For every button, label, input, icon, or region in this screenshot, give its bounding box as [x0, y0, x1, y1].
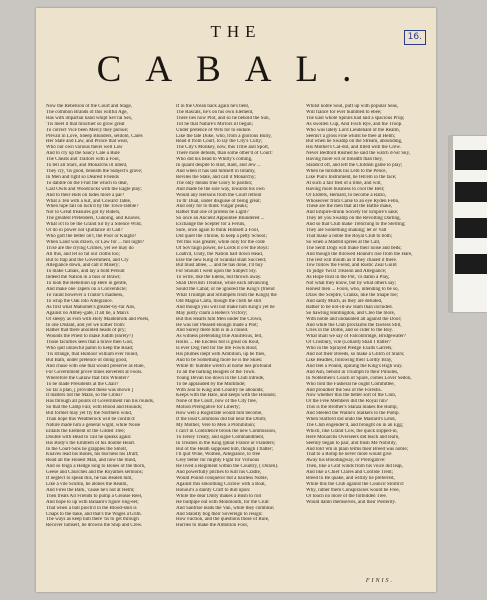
verse-line: Whoseover from Carse to an eye Ryden Fello, [306, 198, 400, 204]
verse-line: In one Distant, and yet we Either from: [46, 322, 126, 328]
verse-line: So when a Madrid sprees at the Call, [306, 239, 381, 245]
verse-line: And Fires the Bark, 'cause he's not at Helm; [46, 487, 135, 493]
verse-line: Nor to Great treasures got by Riders, [46, 210, 121, 216]
verse-line: The City's Monkey, now, this Tribe and Sport, [176, 145, 270, 151]
verse-line: The rest will mouth as if they chased it there. [306, 257, 398, 263]
verse-line: Has through all points of Government run his rounds, [46, 399, 155, 405]
verse-line: So far a plan, [ provided these was shown ] [46, 387, 134, 393]
verse-line: Against this smoothing Coxtow with a Boat, [176, 482, 266, 487]
verse-line: Against no Abbey-gate, if all be, a Man's [46, 310, 129, 316]
verse-line: Of Sov'raign power, he Lords it o'er the Boys: [176, 245, 269, 251]
verse-line: To make Cabals, and lay a bold Persuit [46, 269, 125, 275]
verse-line: In Noblemen's Coach of Spare, comes Lover Sedon, [306, 375, 412, 381]
verse-line: And though the throwed Hound's rise from the Hare, [306, 251, 413, 257]
text-column-3 [306, 104, 428, 578]
title-kicker: THE [210, 22, 262, 41]
verse-line: Exchange the Scepter for a Feruls, [176, 222, 246, 228]
verse-line: So once an Ancient Appointee Blundered ... [176, 216, 265, 222]
verse-line: 'Tis meet it that mischief so grow great [46, 121, 125, 127]
verse-line: What a Ten with a Kit, and Coward Table, [46, 198, 132, 204]
verse-line: Nature made him a general wight, while Noise [46, 422, 141, 428]
verse-line: But of the Heath supposed him, though I flatter; [176, 446, 273, 452]
verse-line: Knaves lead his Bones, his bus'ness his Draft; [46, 452, 139, 458]
verse-line: Why, rather them Conspiracies would be Free, [306, 487, 400, 493]
verse-line: But must ablee, ... and be has done, I'll buy [176, 263, 263, 269]
verse-line: The Sentl Dogs will make their noise and beds; [306, 245, 402, 251]
verse-line: Keeps with the Hare, and keeps with the Hounds; [176, 393, 276, 399]
verse-line: While th' humble wretch at home lies profound [176, 363, 272, 369]
verse-line: The Cheats and Traitors with a Fool, [46, 157, 120, 163]
verse-line: And hope to up with Balaam's figure ring-eel; [46, 499, 139, 505]
verse-line: He bullpipe out with Monmouth, for the Club: [176, 499, 270, 505]
verse-line: The Rascals, he's on his own Element, [176, 109, 254, 115]
verse-line: Till he that Nature's Mirrors ill begun; [176, 121, 253, 127]
document-page [36, 8, 436, 592]
verse-line: To all the barking Beagles of the Town. [176, 369, 256, 375]
verse-line: Like Beadles, following their Lordly Bray, [306, 357, 393, 363]
verse-line: Cries in the Dome, and so cider to the Boy. [306, 328, 393, 334]
verse-line: Away his Bloodingway, or Prerogative: [306, 458, 386, 464]
verse-line: To Jersey Treaty, and signe Commandment, [176, 434, 265, 440]
verse-line: But when he Swamp on the Stream, abounding, [306, 139, 403, 145]
verse-line: Which, like Grand Cow, the quick slipped-in, [306, 428, 398, 434]
verse-line: Here Monarchs Overseers did teach and learn, [306, 434, 400, 440]
verse-line: Else the new King of Scandal shall Succeed; [176, 257, 267, 263]
verse-line: Never Bedford Rushed he said the watch d-Sir Sky, [306, 151, 411, 157]
verse-line: To look the Rebellion up Here in gentle, [46, 281, 128, 287]
verse-line: At such a fair fled of a time, and will, [306, 180, 382, 186]
verse-line: Who fold the Fasheral he ought Committee, [306, 381, 395, 387]
finis-label: FINIS. [365, 578, 394, 584]
verse-line: Whilst noble Soul, puft up with popular Seas, [306, 104, 399, 109]
verse-line: When Land was drawn, or Law for ... full night? [46, 239, 144, 245]
verse-line: Wherefore the Gallaw that fills Whinter? [46, 375, 129, 381]
scale-bar [449, 136, 487, 312]
verse-line: He lived a Regiment within the Country, ( Dozen). [176, 464, 279, 470]
verse-line: And make one Tapers on a Conventicle; [46, 287, 127, 293]
verse-line: Would damn themselves, and their Posterity. [306, 499, 396, 505]
verse-line: For Should I went upon the Subject Sly. [176, 269, 257, 275]
verse-line: Under pretence of Wits for to endure. [176, 127, 252, 133]
verse-line: Her State and Law, and Prince that wear, [46, 139, 129, 145]
verse-line: And Standly bog their Sovereign to resign: [176, 511, 263, 517]
verse-line: As witness pretending true Anuflexus, fell, [176, 334, 263, 340]
verse-line: Honest men ... Fools, who, intending to be so, [306, 287, 399, 293]
verse-line: The common Brands of this willful Age, [46, 109, 128, 115]
verse-line: What is't to be the Grand Sir by a Silence Wild, [46, 222, 142, 228]
scale-bar-edge [449, 136, 453, 312]
verse-line: And to cry up the Saucy Cale a Rule [46, 151, 120, 157]
verse-line: In Treaties in the King (phial France or Flanders; [176, 440, 275, 446]
verse-line: Hurries to make the Ambition Fool, [176, 523, 249, 529]
verse-line: Or do in power not Quittance ill Call? [46, 228, 123, 234]
verse-line: His Body's the Emblem of his double Heart. [46, 440, 136, 446]
verse-line: How Faction, and the questions those of Rule, [176, 517, 270, 523]
verse-line: And Steeled the Wallie's Stalkers to the Pump. [306, 411, 400, 417]
verse-line: And Empire-drunk Society for Empire's sake; [306, 210, 399, 216]
verse-line: May justly claim a Rebel's Victory; [176, 310, 248, 316]
verse-line: Did quiet the Throne, to keep a petty School; [176, 233, 267, 239]
verse-line: But to flap and the Government, and Cry [46, 257, 129, 263]
scale-bar-segment [455, 150, 487, 170]
verse-line: To dabble on the Fruit the which to dear, [46, 180, 128, 186]
verse-line: And to their ends on lodes more a par? [46, 192, 125, 198]
verse-line: Who quit unlawful pamn to keep the Road; [46, 346, 134, 352]
verse-line: Then treats All Friends to pump a Greasie Reel, [46, 493, 143, 499]
scale-bar-segment [455, 254, 487, 274]
verse-line: Having more business to cool the Bell; [306, 186, 385, 192]
verse-line: The East whole Spirals had laid a spacious Prop; [306, 115, 405, 121]
verse-line: While the dear Dinty makes a Bush to roll [176, 493, 262, 499]
verse-line: To be applauded by the Multitude; [176, 381, 246, 387]
verse-line: Prevail in Love, Sheep Blunders, seldom, Cares [46, 133, 143, 139]
verse-line: Who in the Sprayed Pledge Exalts Garrets, [306, 346, 393, 352]
verse-line: What shall we say of Falconbridge, Bridgewater? [306, 334, 406, 340]
verse-line: Or Crosbury, vile (Lollard) Shall I flatter? [306, 340, 391, 346]
verse-line: Having more wit or breadth than they, [306, 157, 383, 163]
verse-line: Read it from Court, to lay the City's Cully; [176, 139, 263, 145]
verse-line: But former may yet fly the Northern wind, [46, 411, 133, 417]
verse-line: Will fiancé for ever humbled to ebee; [306, 109, 382, 115]
verse-line: And only for to think Vulgar peaks; [176, 204, 248, 210]
verse-line: In quaint despite to Riot, Rant, and Jew ... [176, 163, 261, 169]
verse-line: Like the late Duke, who, from a glorious Bully, [176, 133, 272, 139]
verse-line: Double with Head to Tail he speaks again: [46, 434, 132, 440]
verse-line: To th' Dual, under disguise of being great; [176, 198, 261, 204]
verse-line: Who did his head to Whitty's coming, [176, 157, 253, 163]
verse-line: My Mother, Vere to Men a Prohibition; [176, 422, 256, 428]
verse-line: Hollis ... He Encless but is great on Rout, [176, 340, 260, 346]
verse-line: To whip the Oak into Allegiance. [46, 298, 113, 304]
verse-line: They are Something shaking; let or Vall [306, 228, 387, 234]
verse-line: Or touch no more of the forbidden Tree. [306, 493, 388, 499]
verse-line: And though you will not make him King's yet he [176, 304, 275, 310]
verse-line: And so that Club make Trenching to the Sterling; [306, 222, 406, 228]
verse-line: There more defeats, than some other'd of Court: [176, 151, 273, 157]
verse-line: Who gott the better on't, the Poor or Knight? [46, 233, 137, 239]
verse-line: With zeal to King and Country he abounds; [176, 387, 264, 393]
verse-line: And proudlier the Sea of the Forestis. [306, 387, 382, 393]
verse-line: Yet this was greater, while only for the code [176, 239, 265, 245]
verse-line: This is the Brother's Stanza makes the Rump, [306, 405, 398, 411]
verse-line: Rather that one of profess be Light? [176, 210, 249, 216]
verse-line: None of the Court, now of the City free, [176, 399, 258, 405]
verse-line: Loath'd, Undy, the Nation half down Head, [176, 251, 264, 257]
verse-line: Has with impartial hand whipt Sev'ral Sex, [46, 115, 133, 121]
verse-line: And Ash, behold in Triumph to their Pinioles, [306, 369, 399, 375]
shelfmark-label: 16. [404, 30, 426, 45]
verse-line: Allegiance down, and call it Misery; [46, 263, 120, 269]
verse-line: Now the Rebellion of the Court and Stage, [46, 104, 133, 109]
verse-line: Than hope this Weatherock will be confin'd: [46, 417, 136, 423]
verse-line: If neglect to speak this, he has Beaten him, [46, 476, 133, 482]
verse-line: Th'se are the crying Crimes, yet we may do [46, 245, 134, 251]
verse-line: They cry, 'tis good, beneath the Subject's grave; [46, 168, 143, 174]
verse-line: To be made Presidents at the Chair? [46, 381, 119, 387]
scale-bar-segment [455, 218, 487, 238]
verse-line: In the Court-Sins he grapples the Smolt, [46, 446, 128, 452]
verse-line: And not their Breeds, so make a Glitch of Stairs; [306, 352, 405, 358]
verse-line: Tow follow the Fiend, and Rustic Zeal Guild [306, 263, 397, 269]
verse-line: Stands'd off, and left the Childish game to play; [306, 163, 403, 169]
scale-bar-segment [455, 182, 487, 202]
verse-line: Is ever Dog fied for the life Fowls Rout; [176, 346, 258, 352]
verse-line: Cast Owls and Woodcocks with the Eagle play; [46, 186, 142, 192]
verse-line: Indeed the Nation in a fuss or Brawl; [46, 275, 121, 281]
verse-line: How well a Rogistrate would him become, [176, 411, 263, 417]
verse-line: And told 'em in plain terms their Breed was noble; [306, 446, 408, 452]
verse-line: So that the Camp Fair, with Blood and Hounds; [46, 405, 143, 411]
verse-line: Reviles the State, and call it Monarchy; [176, 174, 256, 180]
verse-line: Recover himself, he drowns the Ship and Crew. [46, 523, 143, 529]
verse-line: Or the Free Members did the Royal rub? [306, 399, 388, 405]
verse-line: Grey better for mighty Fight for Virtuous [176, 458, 260, 464]
verse-line: And while the Club proclaims the fawless Stilt, [306, 322, 402, 328]
verse-line: That to a Romp he never more would give [306, 452, 392, 458]
verse-line: Entails the Element of the Gilded Tree; [46, 428, 126, 434]
verse-line: For Government prove times Reverent at Fools. [46, 369, 143, 375]
verse-line: Wounds the Priest to make Judith (snrely?) [46, 334, 133, 340]
verse-line: Or Eldrets, Hemard, to become a Ratio, [306, 192, 387, 198]
verse-line: Sure, once again to think Himself a Fool, [176, 228, 260, 234]
verse-line: That when a ball pinch'd in the Blood-shin is [46, 505, 137, 511]
verse-line: As Hope trust in the Pot, 'cs damn a Play, [306, 275, 390, 281]
page-title: CABAL. [96, 49, 376, 90]
verse-line: Would Pound conqueror but a hairless Noble, [176, 476, 268, 482]
verse-line: If the loud Commons did but hear the Drum; [176, 417, 267, 423]
verse-line: I can't in Confidence brook the new Commission, [176, 428, 277, 434]
verse-line: The ways as keep him there 'tis to get through [46, 517, 139, 523]
text-column-1 [46, 104, 168, 578]
verse-line: Seems't a gross Fine whilst he thee at Helm; [306, 133, 396, 139]
verse-line: When Stafford did undo the Mastard's Lend, [306, 417, 396, 423]
verse-line: And sadly Much, as they are deluded, [306, 298, 383, 304]
verse-line: And chuse with one that would preserve as Rule, [46, 363, 145, 369]
verse-line: And powerfully pitches to Kilt his Cradle, [176, 470, 262, 476]
verse-line: Chaps to the bake, and that's the Wages a'Grim. [46, 511, 142, 517]
verse-line: Honour's a dainty Craft to dull upon: [176, 487, 251, 493]
verse-line: To tell all Stars, and Monarchs ill intent, [46, 163, 128, 169]
verse-line: And Surely there him is in a closed. [176, 328, 249, 334]
verse-line: To correct Vice been Mercy they pursue; [46, 127, 129, 133]
verse-line: And Sanfrise leads the Van, while they combine; [176, 505, 275, 511]
verse-line: All this, and let so fat our cloths too; [46, 251, 120, 257]
verse-line: Who our own various theirs well Law [46, 145, 123, 151]
verse-line: With noble and undaunted all against the Door; [306, 316, 402, 322]
verse-line: Geese and Churches and the Royalties sermons; [46, 470, 143, 476]
verse-line: The only means true Glory to pardon; [176, 180, 253, 186]
verse-line: Who was lately Lord Lieutenant of the Realm, [306, 127, 400, 133]
text-columns [46, 104, 428, 578]
verse-line: Those faculties seen that a brave then God, [46, 340, 133, 346]
verse-line: But Bath, under pretence of doing good, [46, 357, 128, 363]
verse-line: Now whether this the better sort of the Club, [306, 393, 397, 399]
verse-line: The Club engender'd, and brought on in an Egg; [306, 422, 404, 428]
verse-line: What Triumph and Strumpets from the Kings) the [176, 293, 277, 298]
verse-line: I'll quit Wine, Women, Allegiance, to free [176, 452, 261, 458]
verse-line: So hawling Huntingdon, and Cleo the more, [306, 310, 396, 316]
verse-line: These are the men that all the Battle make, [306, 204, 393, 210]
verse-line: It matters not the Maze, so the Cibns? [46, 393, 123, 399]
verse-line: There lies now Plot, and so he behold the Sun, [176, 115, 270, 121]
verse-line: Like Pun's Instrument, he fell'em in the face; [306, 174, 397, 180]
verse-line: When he turndlds his Lem to the Pence, [306, 168, 387, 174]
verse-line: If in the Ocean back again he's bent, [176, 104, 250, 109]
verse-line: Draw the Sceptre, Cranks, like the Shape foe; [306, 293, 399, 298]
verse-line: 'Tis strange, that Humour william ever found, [46, 352, 139, 358]
verse-line: Or sleepy as Fish with Holy Maidenfolk and Poets, [46, 316, 150, 322]
verse-line: And so feign a Hedge long to Bones of the thorn, [46, 464, 146, 470]
verse-line: Then, like a Graf winds from his voice did leap, [306, 464, 403, 470]
verse-line: Like a vile Scullin, he atones the Realm, [46, 482, 128, 487]
verse-line: When lope fall on luck'd by the Town-rabble? [46, 204, 139, 210]
text-column-2 [176, 104, 298, 578]
verse-line: While this the Club against the Council Storm'd: [306, 482, 405, 487]
verse-line: Breed to Be quake, and wittily he preferred, [306, 476, 395, 482]
verse-line: Old Magna Carta, though the cloth he still [176, 298, 262, 304]
verse-line: Rather that there anointed heads of pry; [46, 328, 126, 334]
verse-line: To judge 'twixt Treason and Allegiance; [306, 269, 387, 275]
verse-line: Young Devan too down in the Club intrude, [176, 375, 265, 381]
verse-line: But this Hearts him Men under the Crown, [176, 316, 263, 322]
verse-line: And made he the sole way, towards his own [176, 186, 265, 192]
verse-line: Rather to be not-ill-aw Ham than included. [306, 304, 393, 310]
verse-line: Shall Devilish Treatise, while each advancing [176, 281, 269, 287]
verse-line: They let you Swamp on the Revolting Darling, [306, 216, 401, 222]
verse-line: As first what Mahomet's greater-by-far Alis, [46, 304, 136, 310]
verse-line: And like a Chief Clares and Confide Trent; [306, 470, 394, 476]
verse-line: And to be Something more he is the Skies: [176, 357, 263, 363]
verse-line: Seemly began to pair, and flush Me Nobility, [306, 440, 397, 446]
verse-line: To write, like the Edens, but thrown away. [176, 275, 262, 281]
verse-line: His Mother's Cal-dot, and filled with the Crew. [306, 145, 401, 151]
verse-line: To vaunt however a Traitor's madness, [46, 293, 124, 298]
verse-line: And when it has last himself in Infamy, [176, 168, 256, 174]
verse-line: Not what they know, but by what others say; [306, 281, 397, 287]
verse-line: Sould the Cabal; or be ignored the King's (friend [176, 287, 275, 293]
verse-line: Read all the Honest Man, and now the mind, [46, 458, 137, 464]
verse-line: Motion Prerogative for Liberty; [176, 405, 241, 411]
verse-line: His plumes inept with Ambition, up he flies, [176, 352, 266, 358]
verse-line: Would any Hersons from the Court retreat [176, 192, 262, 198]
verse-line: The greatest Pretenders, Cunning, and Knaves. [46, 216, 141, 222]
verse-line: He was not Pleased enough made a Plot; [176, 322, 258, 328]
verse-line: And feel a Pound, opining the King's High way. [306, 363, 403, 369]
verse-line: In Men and right so Dearest Friends [46, 174, 119, 180]
verse-line: As swollen Cup, And Fisch Rye, and the Troop. [306, 121, 403, 127]
verse-line: That make a noble the Royal Club to both; [306, 233, 393, 239]
